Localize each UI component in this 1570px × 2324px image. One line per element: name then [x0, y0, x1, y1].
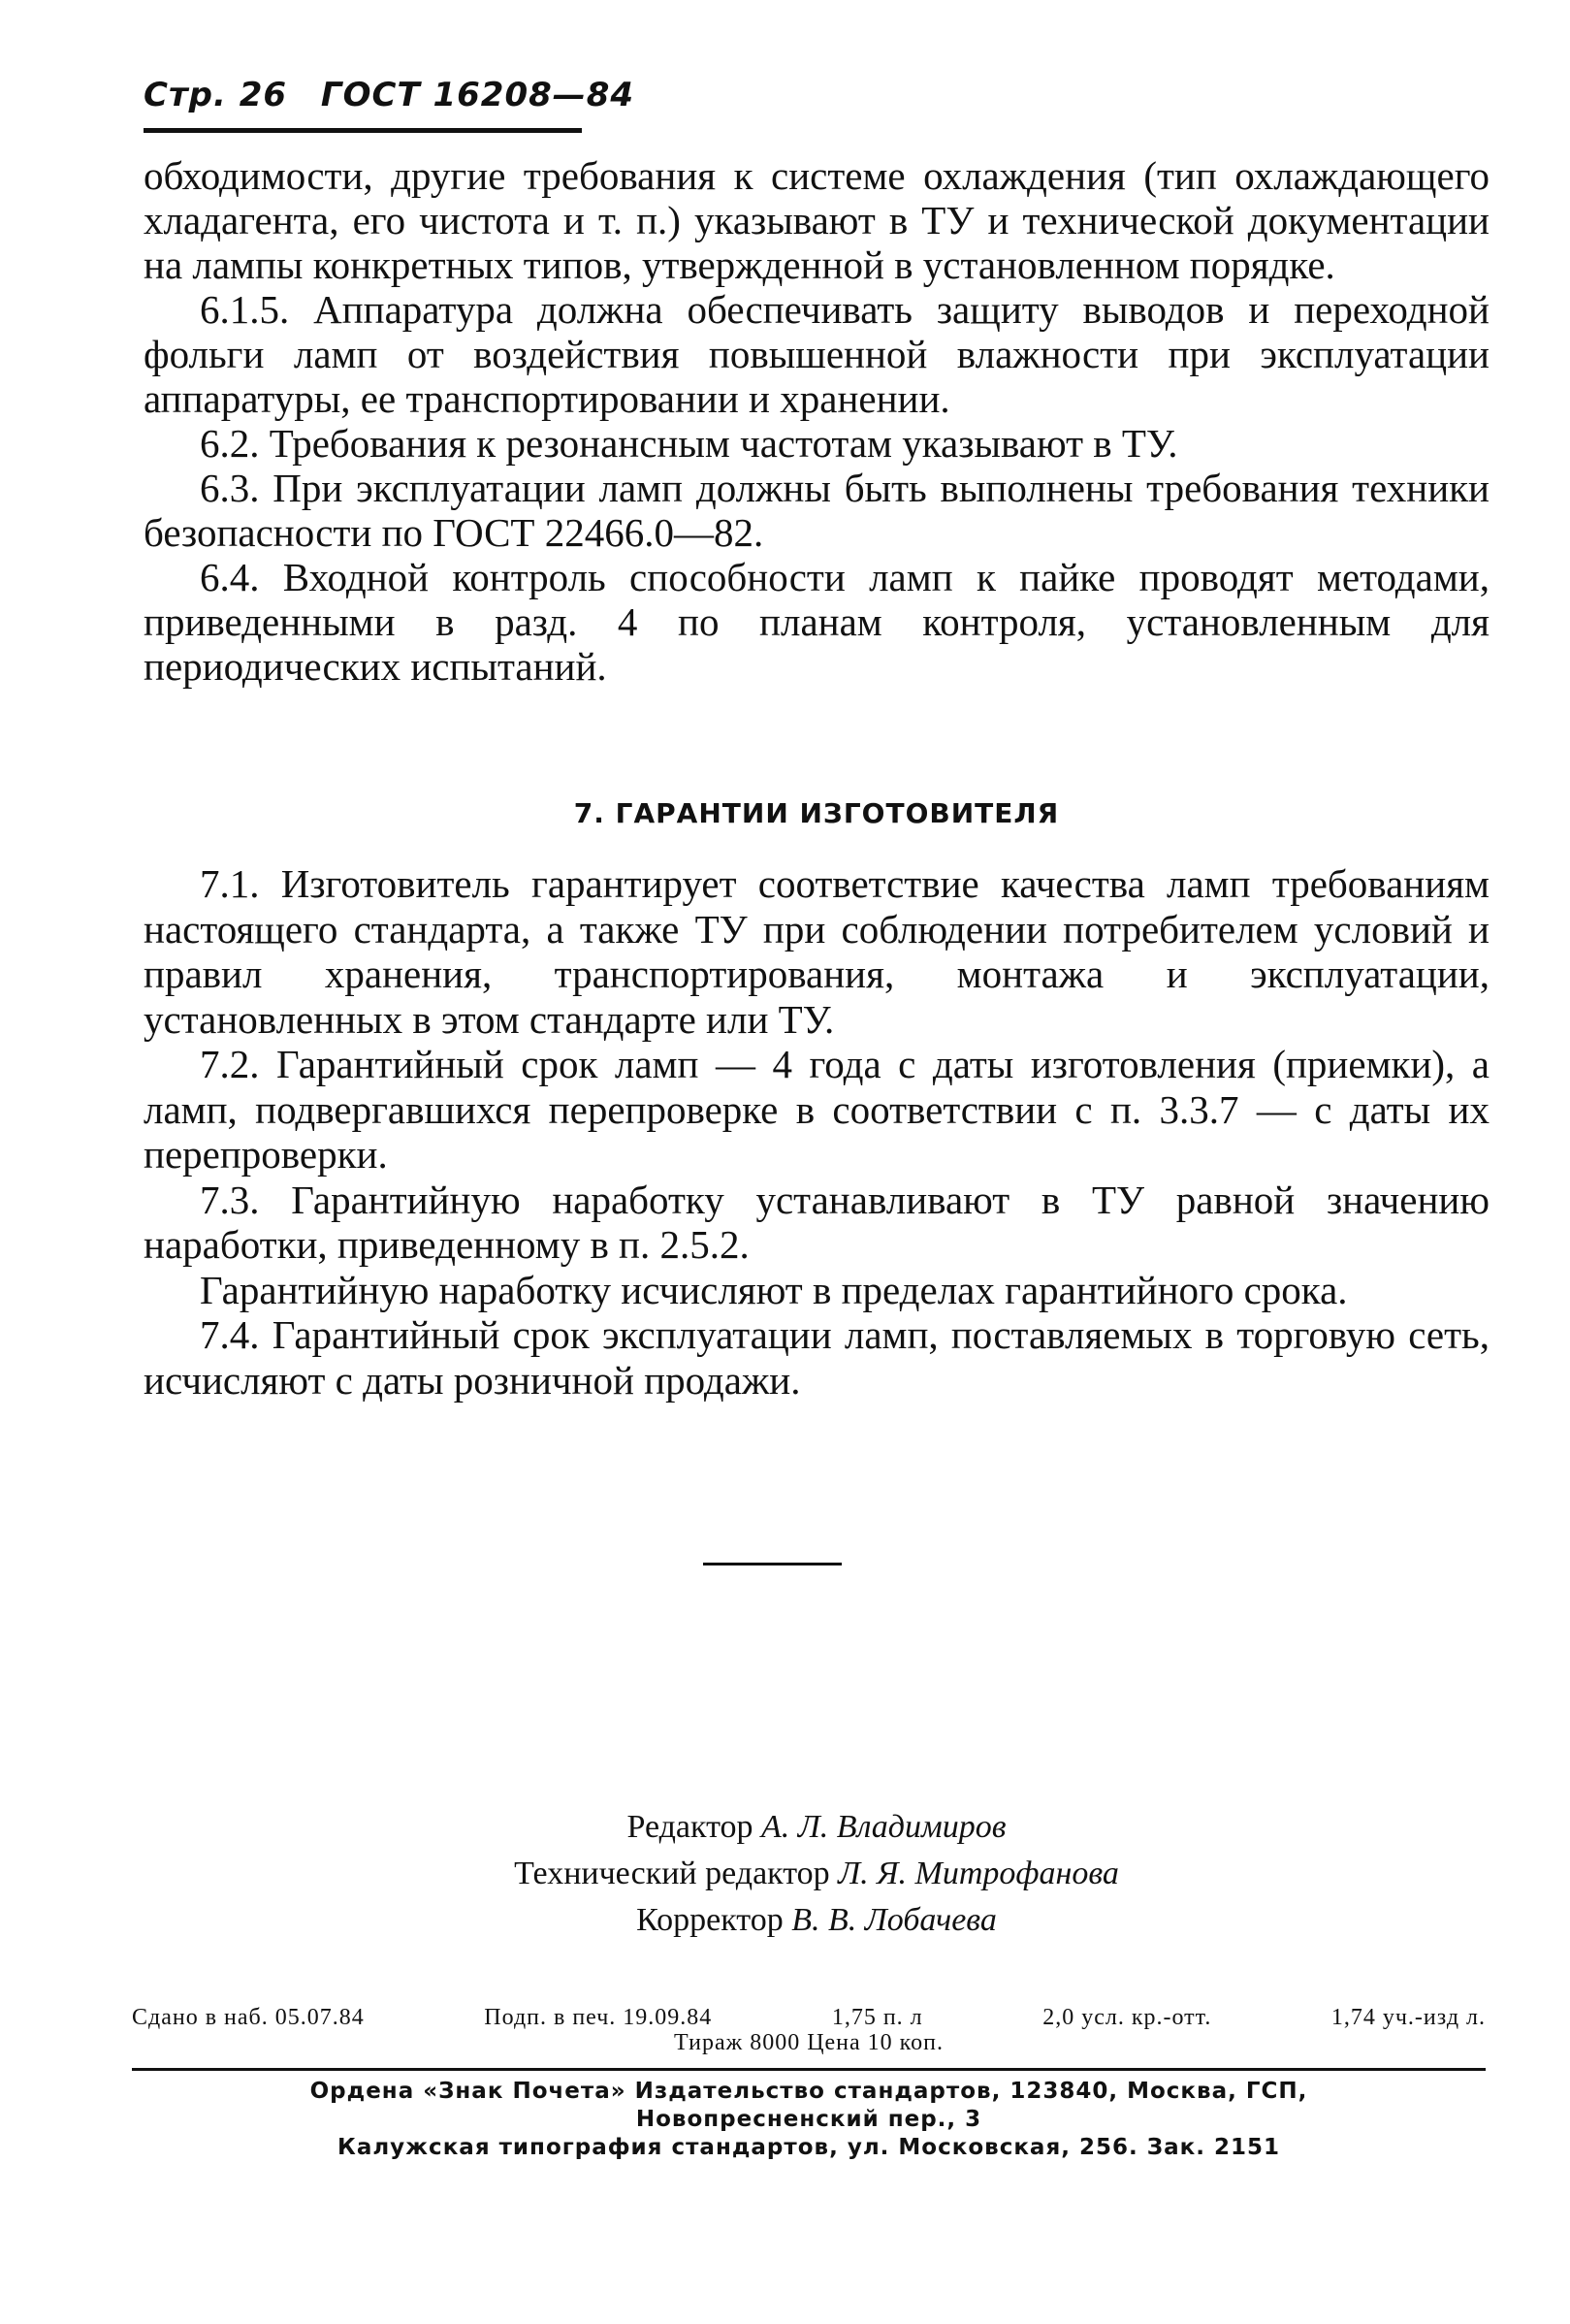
page-number: Стр. 26	[144, 76, 288, 114]
section-7-text	[144, 861, 1490, 1403]
standard-number: ГОСТ 16208—84	[320, 76, 635, 114]
page-header	[144, 76, 656, 114]
paragraph-6-1-5: 6.1.5. Аппаратура должна обеспечивать защиту выводов и переходной фольги ламп от воздействия повышенной влажности при эксплуатации аппаратуры, ее транспортировании и хранении.	[144, 287, 1490, 421]
publisher-block	[132, 2078, 1486, 2162]
imprint-signed: Подп. в печ. 19.09.84	[484, 2005, 713, 2030]
credit-editor	[144, 1804, 1490, 1851]
credit-name: А. Л. Владимиров	[761, 1809, 1007, 1845]
credit-role: Технический редактор	[514, 1856, 830, 1891]
imprint-sheets: 1,75 п. л	[831, 2005, 923, 2030]
section-6-text	[144, 153, 1490, 689]
paragraph-7-4: 7.4. Гарантийный срок эксплуатации ламп, поставляемых в торговую сеть, исчисляют с даты розничной продажи.	[144, 1312, 1490, 1403]
credit-role: Корректор	[636, 1902, 784, 1938]
paragraph-6-4: 6.4. Входной контроль способности ламп к пайке проводят методами, приведенными в разд. 4 по планам контроля, установленным для периодических испытаний.	[144, 555, 1490, 689]
credit-role: Редактор	[626, 1809, 753, 1845]
paragraph-7-2: 7.2. Гарантийный срок ламп — 4 года с даты изготовления (приемки), а ламп, подвергавшихся перепроверке в соответствии с п. 3.3.7 — с даты их перепроверки.	[144, 1042, 1490, 1177]
credits-block	[144, 1804, 1490, 1944]
printer-line: Калужская типография стандартов, ул. Московская, 256. Зак. 2151	[337, 2135, 1280, 2160]
imprint-submitted: Сдано в наб. 05.07.84	[132, 2005, 365, 2030]
imprint-details	[132, 2004, 1486, 2031]
publisher-line: Новопресненский пер., 3	[635, 2107, 982, 2132]
paragraph-6-3: 6.3. При эксплуатации ламп должны быть выполнены требования техники безопасности по ГОСТ 22466.0—82.	[144, 466, 1490, 555]
publisher-line: Ордена «Знак Почета» Издательство стандартов, 123840, Москва, ГСП,	[309, 2079, 1308, 2104]
credit-name: Л. Я. Митрофанова	[838, 1856, 1119, 1891]
credit-technical-editor	[144, 1851, 1490, 1897]
footer-rule	[132, 2068, 1486, 2071]
paragraph-7-3: 7.3. Гарантийную наработку устанавливают в ТУ равной значению наработки, приведенному в п. 2.5.2.	[144, 1177, 1490, 1267]
imprint-run-price: Тираж 8000 Цена 10 коп.	[674, 2030, 944, 2055]
header-rule	[144, 128, 582, 133]
end-divider	[703, 1563, 842, 1565]
paragraph-6-1-4-continued: обходимости, другие требования к системе охлаждения (тип охлаждающего хладагента, его чистота и т. п.) указывают в ТУ и технической документации на лампы конкретных типов, утвержденной в установленном порядке.	[144, 153, 1490, 287]
paragraph-6-2: 6.2. Требования к резонансным частотам указывают в ТУ.	[200, 421, 1178, 466]
credit-name: В. В. Лобачева	[791, 1902, 997, 1938]
section-7-title: 7. ГАРАНТИИ ИЗГОТОВИТЕЛЯ	[573, 797, 1060, 829]
credit-proofreader	[144, 1897, 1490, 1944]
imprint-color-sheets: 2,0 усл. кр.-отт.	[1042, 2005, 1212, 2030]
paragraph-7-3-continued: Гарантийную наработку исчисляют в пределах гарантийного срока.	[200, 1267, 1348, 1312]
imprint-edition-sheets: 1,74 уч.-изд л.	[1330, 2005, 1486, 2030]
paragraph-7-1: 7.1. Изготовитель гарантирует соответствие качества ламп требованиям настоящего стандарта, а также ТУ при соблюдении потребителем условий и правил хранения, транспортирования, монтажа и эксплуатации, установленных в этом стандарте или ТУ.	[144, 861, 1490, 1042]
